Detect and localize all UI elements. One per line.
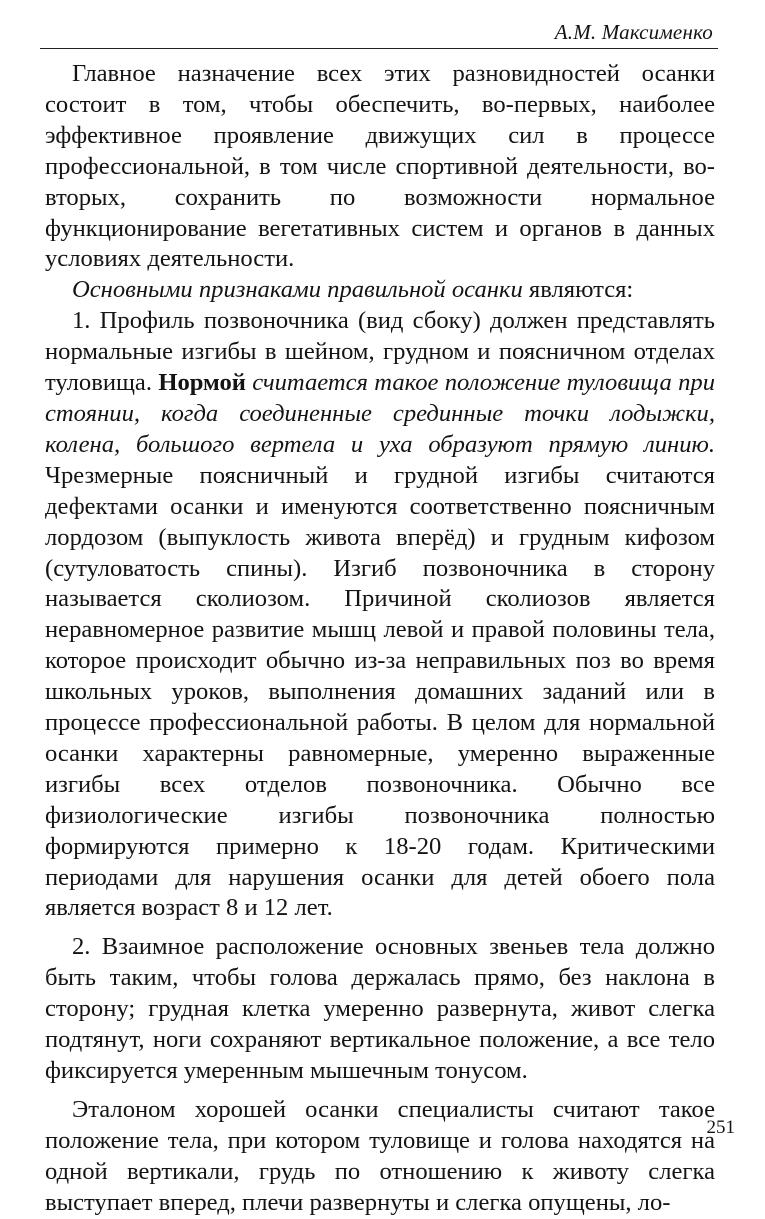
page-number: 251	[706, 1117, 735, 1138]
spine-profile-bold: Нормой	[158, 369, 246, 397]
spine-profile-italic: считается такое положение туловища при стоянии, когда соединенные срединные точки лодыжки, колена, большого вертела и уха образуют прямую линию.	[45, 369, 715, 458]
header-rule	[40, 48, 718, 49]
paragraph-signs-intro	[45, 275, 715, 306]
signs-intro-italic: Основными признаками правильной осанки	[72, 276, 523, 304]
paragraph-spine-profile	[45, 306, 715, 924]
spine-profile-text-a: 1. Профиль позвоночника (вид сбоку) должен представлять нормальные изгибы в шейном, грудном и поясничном отделах туловища.	[45, 307, 715, 397]
running-head: А.М. Максименко	[554, 20, 713, 44]
page-body	[45, 59, 715, 1219]
paragraph-body-segments: 2. Взаимное расположение основных звеньев тела должно быть таким, чтобы голова держалась прямо, без наклона в сторону; грудная клетка умеренно развернута, живот слегка подтянут, ноги сохраняют вертикальное положение, а все тело фиксируется умеренным мышечным тонусом.	[45, 933, 715, 1084]
signs-intro-rest: являются:	[522, 276, 634, 304]
spine-profile-text-b: Чрезмерные поясничный и грудной изгибы считаются дефектами осанки и именуются соответственно поясничным лордозом (выпуклость живота вперёд) и грудным кифозом (сутуловатость спины). Изгиб позвоночника в сторону называется сколиозом. Причиной сколиозов является неравномерное развитие мышц левой и правой половины тела, которое происходит обычно из-за неправильных поз во время школьных уроков, выполнения домашних заданий или в процессе профессиональной работы. В целом для нормальной осанки характерны равномерные, умеренно выраженные изгибы всех отделов позвоночника. Обычно все физиологические изгибы позвоночника полностью формируются примерно к 18-20 годам. Критическими периодами для нарушения осанки для детей обоего пола является возраст 8 и 12 лет.	[45, 461, 715, 922]
paragraph-purpose: Главное назначение всех этих разновидностей осанки состоит в том, чтобы обеспечить, во-первых, наиболее эффективное проявление движущих сил в процессе профессиональной, в том числе спортивной деятельности, во-вторых, сохранить по возможности нормальное функционирование вегетативных систем и органов в данных условиях деятельности.	[45, 60, 715, 273]
paragraph-reference-posture: Эталоном хорошей осанки специалисты считают такое положение тела, при котором туловище и голова находятся на одной вертикали, грудь по отношению к животу слегка выступает вперед, плечи развернуты и слегка опущены, ло-	[45, 1095, 715, 1216]
